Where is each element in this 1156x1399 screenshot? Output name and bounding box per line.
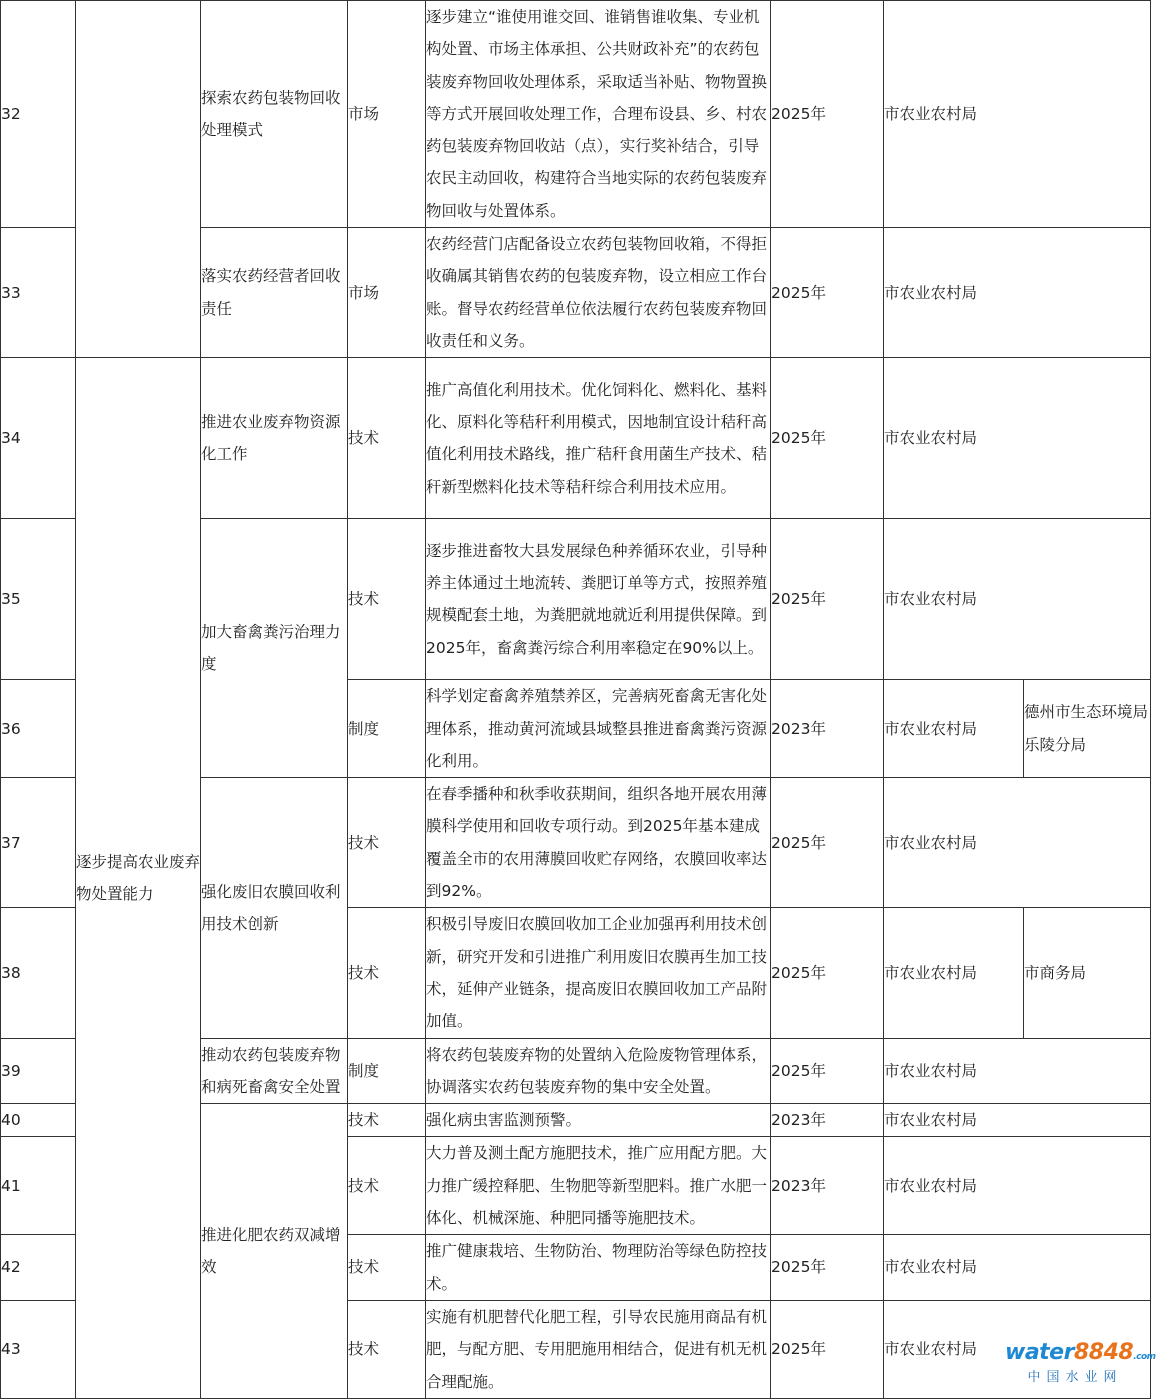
row-number: 32 bbox=[1, 1, 76, 228]
row-number: 33 bbox=[1, 228, 76, 358]
deadline-cell: 2025年 bbox=[771, 358, 884, 519]
cooperating-department-cell: 市商务局 bbox=[1024, 908, 1151, 1038]
deadline-cell: 2025年 bbox=[771, 1300, 884, 1398]
deadline-cell: 2025年 bbox=[771, 228, 884, 358]
table-row bbox=[1, 1, 1151, 228]
deadline-cell: 2025年 bbox=[771, 1038, 884, 1104]
watermark-site-name: 中国水业网 bbox=[1027, 1370, 1123, 1385]
deadline-cell: 2025年 bbox=[771, 1235, 884, 1301]
deadline-cell: 2023年 bbox=[771, 680, 884, 778]
lead-department-cell: 市农业农村局 bbox=[884, 1104, 1151, 1137]
lead-department-cell: 市农业农村局 bbox=[884, 358, 1151, 519]
task-cell: 推动农药包装废弃物和病死畜禽安全处置 bbox=[201, 1038, 348, 1104]
row-number: 36 bbox=[1, 680, 76, 778]
type-cell: 技术 bbox=[348, 1104, 426, 1137]
description-cell: 推广高值化利用技术。优化饲料化、燃料化、基料化、原料化等秸秆利用模式，因地制宜设计秸秆高值化利用技术路线，推广秸秆食用菌生产技术、秸秆新型燃料化技术等秸秆综合利用技术应用。 bbox=[426, 358, 771, 519]
category-cell: 逐步提高农业废弃物处置能力 bbox=[76, 358, 201, 1399]
task-cell: 强化废旧农膜回收利用技术创新 bbox=[201, 778, 348, 1038]
lead-department-cell: 市农业农村局 bbox=[884, 1300, 1151, 1398]
description-cell: 逐步建立“谁使用谁交回、谁销售谁收集、专业机构处置、市场主体承担、公共财政补充”的农药包装废弃物回收处理体系，采取适当补贴、物物置换等方式开展回收处理工作，合理布设县、乡、村农药包装废弃物回收站（点），实行奖补结合，引导农民主动回收，构建符合当地实际的农药包装废弃物回收与处置体系。 bbox=[426, 1, 771, 228]
watermark-brand-number: 8848 bbox=[1073, 1340, 1134, 1365]
row-number: 34 bbox=[1, 358, 76, 519]
deadline-cell: 2025年 bbox=[771, 1, 884, 228]
type-cell: 技术 bbox=[348, 519, 426, 680]
watermark-brand bbox=[1005, 1340, 1156, 1368]
watermark-brand-word: water bbox=[1005, 1340, 1074, 1365]
lead-department-cell: 市农业农村局 bbox=[884, 680, 1024, 778]
description-cell: 实施有机肥替代化肥工程，引导农民施用商品有机肥，与配方肥、专用肥施用相结合，促进有机无机合理配施。 bbox=[426, 1300, 771, 1398]
lead-department-cell: 市农业农村局 bbox=[884, 908, 1024, 1038]
task-cell: 加大畜禽粪污治理力度 bbox=[201, 519, 348, 778]
description-cell: 推广健康栽培、生物防治、物理防治等绿色防控技术。 bbox=[426, 1235, 771, 1301]
task-cell: 推进化肥农药双减增效 bbox=[201, 1104, 348, 1399]
description-cell: 在春季播种和秋季收获期间，组织各地开展农用薄膜科学使用和回收专项行动。到2025年基本建成覆盖全市的农用薄膜回收贮存网络，农膜回收率达到92%。 bbox=[426, 778, 771, 908]
watermark-brand-domain: .com bbox=[1133, 1352, 1156, 1362]
type-cell: 技术 bbox=[348, 1137, 426, 1235]
row-number: 35 bbox=[1, 519, 76, 680]
category-cell-upper bbox=[76, 1, 201, 358]
type-cell: 市场 bbox=[348, 228, 426, 358]
description-cell: 将农药包装废弃物的处置纳入危险废物管理体系，协调落实农药包装废弃物的集中安全处置。 bbox=[426, 1038, 771, 1104]
type-cell: 市场 bbox=[348, 1, 426, 228]
deadline-cell: 2025年 bbox=[771, 908, 884, 1038]
description-cell: 强化病虫害监测预警。 bbox=[426, 1104, 771, 1137]
type-cell: 技术 bbox=[348, 1235, 426, 1301]
lead-department-cell: 市农业农村局 bbox=[884, 1, 1151, 228]
row-number: 43 bbox=[1, 1300, 76, 1398]
deadline-cell: 2025年 bbox=[771, 519, 884, 680]
lead-department-cell: 市农业农村局 bbox=[884, 228, 1151, 358]
watermark-logo bbox=[1005, 1340, 1156, 1385]
type-cell: 技术 bbox=[348, 358, 426, 519]
task-cell: 落实农药经营者回收责任 bbox=[201, 228, 348, 358]
type-cell: 技术 bbox=[348, 1300, 426, 1398]
type-cell: 技术 bbox=[348, 908, 426, 1038]
row-number: 37 bbox=[1, 778, 76, 908]
cooperating-department-cell: 德州市生态环境局乐陵分局 bbox=[1024, 680, 1151, 778]
lead-department-cell: 市农业农村局 bbox=[884, 1137, 1151, 1235]
lead-department-cell: 市农业农村局 bbox=[884, 778, 1151, 908]
row-number: 38 bbox=[1, 908, 76, 1038]
table-row bbox=[1, 358, 1151, 519]
lead-department-cell: 市农业农村局 bbox=[884, 519, 1151, 680]
description-cell: 积极引导废旧农膜回收加工企业加强再利用技术创新，研究开发和引进推广利用废旧农膜再生加工技术，延伸产业链条，提高废旧农膜回收加工产品附加值。 bbox=[426, 908, 771, 1038]
description-cell: 农药经营门店配备设立农药包装物回收箱，不得拒收确属其销售农药的包装废弃物，设立相应工作台账。督导农药经营单位依法履行农药包装废弃物回收责任和义务。 bbox=[426, 228, 771, 358]
lead-department-cell: 市农业农村局 bbox=[884, 1038, 1151, 1104]
type-cell: 技术 bbox=[348, 778, 426, 908]
task-cell: 推进农业废弃物资源化工作 bbox=[201, 358, 348, 519]
deadline-cell: 2023年 bbox=[771, 1137, 884, 1235]
task-cell: 探索农药包装物回收处理模式 bbox=[201, 1, 348, 228]
row-number: 42 bbox=[1, 1235, 76, 1301]
lead-department-cell: 市农业农村局 bbox=[884, 1235, 1151, 1301]
description-cell: 科学划定畜禽养殖禁养区，完善病死畜禽无害化处理体系，推动黄河流域县域整县推进畜禽粪污资源化利用。 bbox=[426, 680, 771, 778]
description-cell: 大力普及测土配方施肥技术，推广应用配方肥。大力推广缓控释肥、生物肥等新型肥料。推广水肥一体化、机械深施、种肥同播等施肥技术。 bbox=[426, 1137, 771, 1235]
type-cell: 制度 bbox=[348, 680, 426, 778]
type-cell: 制度 bbox=[348, 1038, 426, 1104]
deadline-cell: 2025年 bbox=[771, 778, 884, 908]
row-number: 39 bbox=[1, 1038, 76, 1104]
row-number: 40 bbox=[1, 1104, 76, 1137]
deadline-cell: 2023年 bbox=[771, 1104, 884, 1137]
description-cell: 逐步推进畜牧大县发展绿色种养循环农业，引导种养主体通过土地流转、粪肥订单等方式，按照养殖规模配套土地，为粪肥就地就近利用提供保障。到2025年，畜禽粪污综合利用率稳定在90%以上。 bbox=[426, 519, 771, 680]
row-number: 41 bbox=[1, 1137, 76, 1235]
